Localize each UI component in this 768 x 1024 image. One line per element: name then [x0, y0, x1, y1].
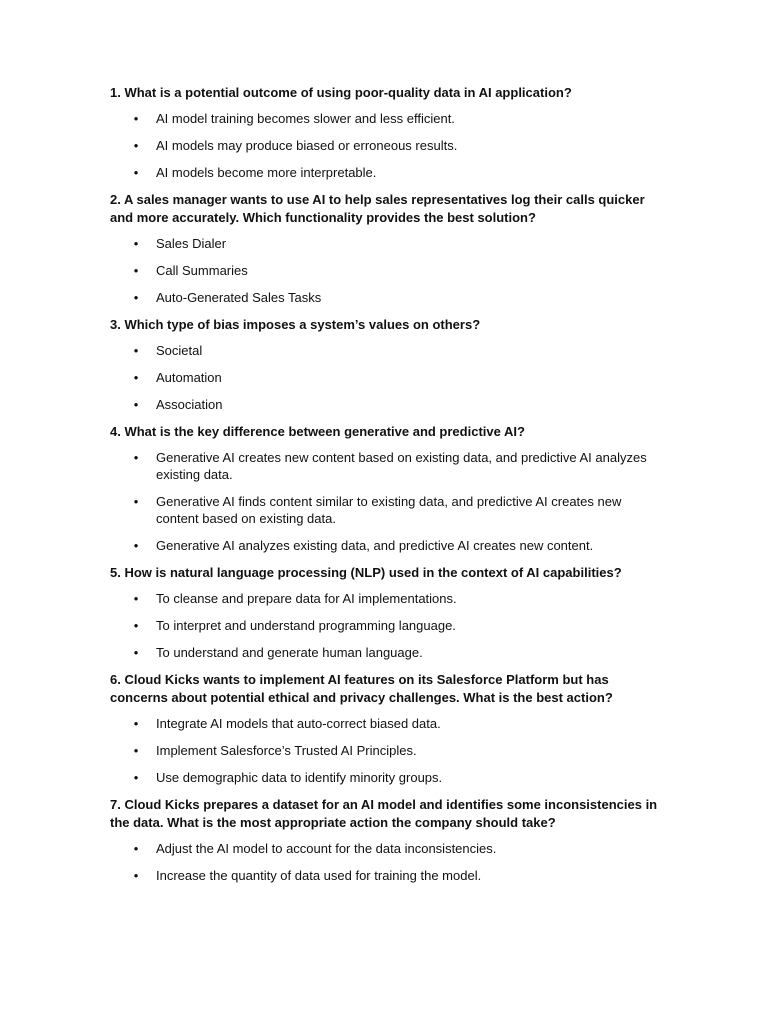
answer-list	[110, 235, 660, 306]
answer-text: Increase the quantity of data used for training the model.	[156, 868, 482, 883]
answer-option	[110, 262, 660, 279]
bullet-icon: •	[133, 263, 139, 278]
question-block-3	[110, 316, 660, 413]
bullet-icon: •	[133, 716, 139, 731]
bullet-icon: •	[133, 841, 139, 856]
question-block-5	[110, 564, 660, 661]
answer-list	[110, 342, 660, 413]
document-content	[110, 84, 660, 894]
answer-list	[110, 449, 660, 554]
answer-option	[110, 164, 660, 181]
answer-option	[110, 590, 660, 607]
answer-text: Association	[156, 397, 223, 412]
question-block-6	[110, 671, 660, 786]
bullet-icon: •	[133, 645, 139, 660]
bullet-icon: •	[133, 618, 139, 633]
bullet-icon: •	[133, 868, 139, 883]
answer-text: To understand and generate human language.	[156, 645, 423, 660]
question-text: 7. Cloud Kicks prepares a dataset for an AI model and identifies some inconsistencies in the data. What is the most appropriate action the company should take?	[110, 797, 658, 830]
answer-option	[110, 369, 660, 386]
bullet-icon: •	[133, 165, 139, 180]
answer-option	[110, 715, 660, 732]
answer-list	[110, 590, 660, 661]
question-text: 2. A sales manager wants to use AI to help sales representatives log their calls quicker and more accurately. Which functionality provides the best solution?	[110, 192, 645, 225]
answer-option	[110, 342, 660, 359]
question-block-4	[110, 423, 660, 554]
answer-text: Use demographic data to identify minority groups.	[156, 770, 443, 785]
answer-option	[110, 644, 660, 661]
answer-text: AI model training becomes slower and less efficient.	[156, 111, 455, 126]
bullet-icon: •	[133, 494, 139, 509]
answer-option	[110, 769, 660, 786]
answer-text: Generative AI finds content similar to existing data, and predictive AI creates new content based on existing data.	[156, 494, 622, 526]
bullet-icon: •	[133, 743, 139, 758]
answer-text: Generative AI analyzes existing data, and predictive AI creates new content.	[156, 538, 594, 553]
answer-option	[110, 449, 660, 483]
answer-text: Automation	[156, 370, 222, 385]
question-text: 1. What is a potential outcome of using poor-quality data in AI application?	[110, 85, 572, 100]
bullet-icon: •	[133, 138, 139, 153]
bullet-icon: •	[133, 111, 139, 126]
bullet-icon: •	[133, 538, 139, 553]
answer-text: Societal	[156, 343, 203, 358]
bullet-icon: •	[133, 370, 139, 385]
answer-text: Implement Salesforce’s Trusted AI Principles.	[156, 743, 417, 758]
answer-text: Generative AI creates new content based on existing data, and predictive AI analyzes existing data.	[156, 450, 647, 482]
answer-text: Auto-Generated Sales Tasks	[156, 290, 322, 305]
answer-option	[110, 617, 660, 634]
answer-option	[110, 493, 660, 527]
question-block-2	[110, 191, 660, 306]
answer-option	[110, 235, 660, 252]
answer-list	[110, 840, 660, 884]
question-text: 5. How is natural language processing (NLP) used in the context of AI capabilities?	[110, 565, 622, 580]
answer-text: To cleanse and prepare data for AI implementations.	[156, 591, 457, 606]
question-text: 3. Which type of bias imposes a system’s values on others?	[110, 317, 481, 332]
bullet-icon: •	[133, 591, 139, 606]
question-block-1	[110, 84, 660, 181]
answer-list	[110, 110, 660, 181]
answer-text: Integrate AI models that auto-correct biased data.	[156, 716, 441, 731]
answer-option	[110, 110, 660, 127]
bullet-icon: •	[133, 397, 139, 412]
answer-option	[110, 840, 660, 857]
bullet-icon: •	[133, 236, 139, 251]
answer-option	[110, 289, 660, 306]
answer-option	[110, 867, 660, 884]
bullet-icon: •	[133, 343, 139, 358]
bullet-icon: •	[133, 290, 139, 305]
question-text: 6. Cloud Kicks wants to implement AI features on its Salesforce Platform but has concerns about potential ethical and privacy challenges. What is the best action?	[110, 672, 613, 705]
answer-text: Call Summaries	[156, 263, 248, 278]
answer-text: AI models may produce biased or erroneous results.	[156, 138, 458, 153]
answer-text: To interpret and understand programming language.	[156, 618, 456, 633]
answer-option	[110, 537, 660, 554]
answer-text: Sales Dialer	[156, 236, 227, 251]
answer-option	[110, 137, 660, 154]
answer-option	[110, 742, 660, 759]
answer-text: Adjust the AI model to account for the data inconsistencies.	[156, 841, 497, 856]
answer-list	[110, 715, 660, 786]
answer-option	[110, 396, 660, 413]
answer-text: AI models become more interpretable.	[156, 165, 377, 180]
question-block-7	[110, 796, 660, 884]
bullet-icon: •	[133, 450, 139, 465]
question-text: 4. What is the key difference between generative and predictive AI?	[110, 424, 525, 439]
bullet-icon: •	[133, 770, 139, 785]
